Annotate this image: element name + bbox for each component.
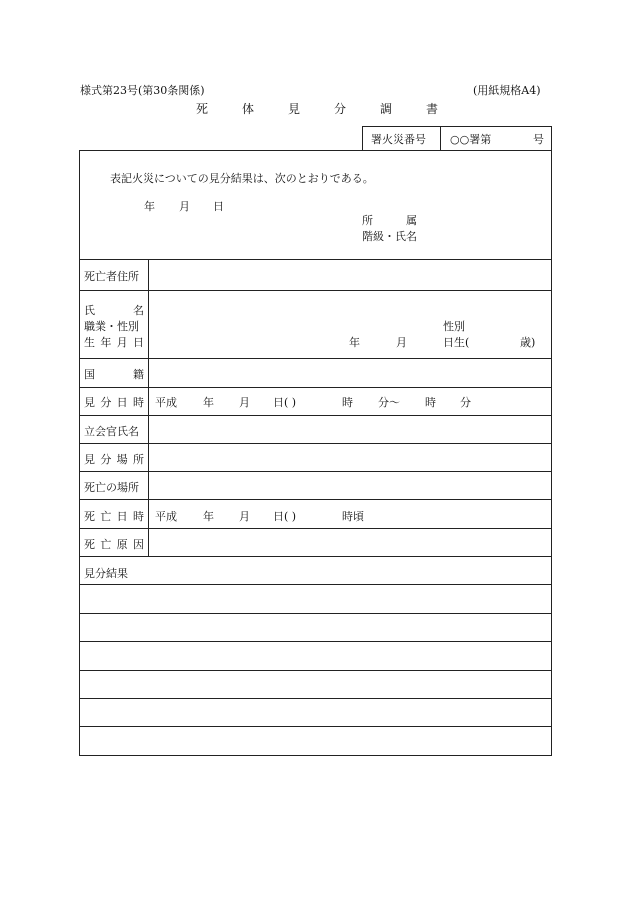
nationality-label-b: 籍 — [133, 368, 144, 381]
affiliation-label-b: 属 — [406, 214, 417, 227]
inspection-era: 平成 — [155, 396, 177, 409]
death-datetime-label — [84, 508, 144, 524]
death-datetime-char: 時 — [132, 510, 144, 523]
row-line — [79, 584, 552, 585]
inspection-datetime-char: 日 — [116, 396, 128, 409]
occupation-sex-label: 職業・性別 — [84, 320, 139, 333]
title-char: 見 — [288, 102, 301, 116]
death-datetime-char: 日 — [116, 510, 128, 523]
row-line — [79, 499, 552, 500]
age: 歳) — [520, 336, 536, 349]
inspection-hour2: 時 — [425, 396, 436, 409]
inspection-place-char: 所 — [132, 453, 144, 466]
name-label — [84, 302, 144, 318]
birth-month: 月 — [396, 336, 407, 349]
inspection-day: 日( ) — [273, 396, 297, 409]
inspection-place-label — [84, 451, 144, 467]
name-label-a: 氏 — [84, 304, 95, 317]
incident-number-value[interactable]: ○○署第 — [450, 133, 492, 146]
title-char: 分 — [334, 102, 347, 116]
title-char: 書 — [426, 102, 439, 116]
row-line — [79, 443, 552, 444]
nationality-label — [84, 366, 144, 382]
birth-date-label-char: 生 — [84, 336, 95, 349]
row-line — [79, 259, 552, 260]
name-label-b: 名 — [133, 304, 144, 317]
death-approx-hour: 時頃 — [342, 510, 364, 523]
inspection-minute-range: 分〜 — [378, 396, 400, 409]
death-datetime-char: 亡 — [100, 510, 112, 523]
death-cause-char: 因 — [132, 538, 144, 551]
statement-day[interactable]: 日 — [213, 200, 224, 213]
death-cause-field[interactable] — [150, 530, 550, 555]
row-line — [79, 528, 552, 529]
inspection-minute: 分 — [460, 396, 471, 409]
affiliation-label-a: 所 — [362, 214, 373, 227]
nationality-label-a: 国 — [84, 368, 95, 381]
inspection-place-char: 分 — [100, 453, 112, 466]
inspection-datetime-char: 分 — [100, 396, 112, 409]
label-column-divider — [148, 259, 149, 556]
witness-label: 立会官氏名 — [84, 425, 139, 438]
inspection-datetime-char: 時 — [132, 396, 144, 409]
death-era: 平成 — [155, 510, 177, 523]
inspection-month: 月 — [239, 396, 250, 409]
inspection-hour: 時 — [342, 396, 353, 409]
divider — [440, 126, 441, 150]
death-cause-char: 原 — [116, 538, 128, 551]
results-label: 見分結果 — [84, 567, 128, 580]
results-field[interactable] — [80, 586, 551, 755]
row-line — [79, 556, 552, 557]
statement-text: 表記火災についての見分結果は、次のとおりである。 — [110, 172, 374, 185]
death-month: 月 — [239, 510, 250, 523]
death-cause-label — [84, 536, 144, 552]
row-line — [79, 358, 552, 359]
birth-year: 年 — [349, 336, 360, 349]
row-line — [79, 290, 552, 291]
death-place-field[interactable] — [150, 473, 550, 498]
death-day: 日( ) — [273, 510, 297, 523]
title-char: 死 — [196, 102, 209, 116]
birth-date-label — [84, 334, 144, 350]
row-line — [79, 471, 552, 472]
row-line — [79, 387, 552, 388]
birth-date-label-char: 月 — [116, 336, 128, 349]
incident-number-suffix: 号 — [533, 133, 544, 146]
birth-date-label-char: 年 — [100, 336, 112, 349]
inspection-datetime-label — [84, 394, 144, 410]
statement-year[interactable]: 年 — [144, 200, 155, 213]
death-cause-char: 死 — [84, 538, 95, 551]
birth-date-label-char: 日 — [132, 336, 144, 349]
inspection-place-char: 見 — [84, 453, 95, 466]
rank-name-label: 階級・氏名 — [362, 230, 417, 243]
death-cause-char: 亡 — [100, 538, 112, 551]
inspection-place-char: 場 — [116, 453, 128, 466]
row-line — [79, 415, 552, 416]
birth-day: 日生( — [443, 336, 470, 349]
title-char: 体 — [242, 102, 255, 116]
witness-field[interactable] — [150, 445, 550, 470]
death-datetime-char: 死 — [84, 510, 95, 523]
sex-label: 性別 — [443, 320, 465, 333]
inspection-datetime-char: 見 — [84, 396, 95, 409]
address-field[interactable] — [150, 261, 550, 289]
address-label: 死亡者住所 — [84, 270, 139, 283]
paper-size-note: (用紙規格A4) — [473, 84, 541, 97]
incident-number-label: 署火災番号 — [371, 133, 426, 146]
form-number: 様式第23号(第30条関係) — [80, 84, 205, 97]
death-year: 年 — [203, 510, 214, 523]
statement-month[interactable]: 月 — [179, 200, 190, 213]
title-char: 調 — [380, 102, 393, 116]
death-place-label: 死亡の場所 — [84, 481, 139, 494]
inspection-year: 年 — [203, 396, 214, 409]
